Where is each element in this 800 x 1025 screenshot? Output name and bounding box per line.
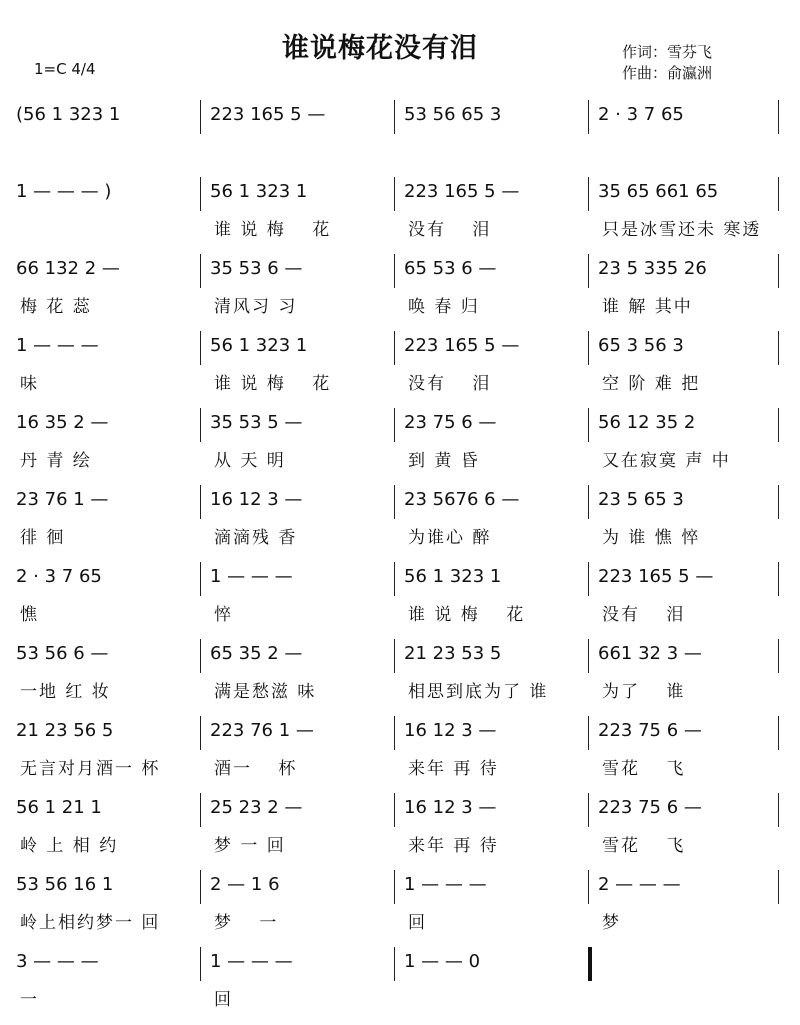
score-line xyxy=(0,870,800,948)
barline xyxy=(778,793,779,827)
barline xyxy=(200,331,201,365)
measure-lyrics: 满是愁滋 味 xyxy=(214,682,317,702)
lyricist-credit: 作词：雪芬飞 xyxy=(622,43,713,61)
barline xyxy=(200,793,201,827)
barline xyxy=(778,485,779,519)
measure-lyrics: 回 xyxy=(408,913,427,933)
measure-lyrics: 梦 一 回 xyxy=(214,836,286,856)
measure-notes: 53 56 16 1 xyxy=(16,874,114,895)
measure-lyrics: 唤 春 归 xyxy=(408,297,480,317)
barline xyxy=(778,177,779,211)
measure-notes: 25 23 2 — xyxy=(210,797,303,818)
measure-lyrics: 为了 谁 xyxy=(602,682,686,702)
score-line xyxy=(0,408,800,486)
score-line xyxy=(0,331,800,409)
barline xyxy=(588,639,589,673)
measure-notes: 223 165 5 — xyxy=(404,335,520,356)
measure-notes: 65 53 6 — xyxy=(404,258,497,279)
measure-lyrics: 空 阶 难 把 xyxy=(602,374,701,394)
barline xyxy=(778,331,779,365)
measure-notes: 56 12 35 2 xyxy=(598,412,696,433)
measure-notes: 65 35 2 — xyxy=(210,643,303,664)
measure-lyrics: 谁 说 梅 花 xyxy=(408,605,526,625)
measure-lyrics: 滴滴残 香 xyxy=(214,528,298,548)
measure-lyrics: 谁 说 梅 花 xyxy=(214,220,332,240)
barline xyxy=(200,100,201,134)
measure-notes: 66 132 2 — xyxy=(16,258,120,279)
measure-lyrics: 来年 再 待 xyxy=(408,759,499,779)
measure-lyrics: 岭上相约梦一 回 xyxy=(20,913,161,933)
barline xyxy=(588,331,589,365)
barline xyxy=(778,639,779,673)
measure-lyrics: 为谁心 醉 xyxy=(408,528,492,548)
measure-notes: 223 165 5 — xyxy=(404,181,520,202)
measure-notes: 65 3 56 3 xyxy=(598,335,684,356)
measure-notes: 2 · 3 7 65 xyxy=(16,566,102,587)
measure-notes: 56 1 323 1 xyxy=(404,566,502,587)
measure-notes: 223 75 6 — xyxy=(598,720,702,741)
measure-notes: 21 23 53 5 xyxy=(404,643,502,664)
barline xyxy=(200,485,201,519)
score-line xyxy=(0,793,800,871)
barline xyxy=(394,177,395,211)
measure-notes: 1 — — — xyxy=(404,874,487,895)
measure-lyrics: 徘 徊 xyxy=(20,528,66,548)
barline xyxy=(588,716,589,750)
barline xyxy=(394,562,395,596)
barline xyxy=(778,562,779,596)
measure-lyrics: 一 xyxy=(20,990,39,1010)
barline xyxy=(394,100,395,134)
measure-lyrics: 来年 再 待 xyxy=(408,836,499,856)
measure-notes: 56 1 323 1 xyxy=(210,181,308,202)
final-barline xyxy=(588,947,592,981)
measure-notes: 2 · 3 7 65 xyxy=(598,104,684,125)
barline xyxy=(200,947,201,981)
barline xyxy=(394,716,395,750)
measure-notes: 223 165 5 — xyxy=(598,566,714,587)
barline xyxy=(588,793,589,827)
measure-lyrics: 为 谁 憔 悴 xyxy=(602,528,701,548)
key-signature: 1=C 4/4 xyxy=(34,60,96,78)
measure-notes: 3 — — — xyxy=(16,951,99,972)
measure-notes: 1 — — — xyxy=(16,335,99,356)
measure-lyrics: 谁 解 其中 xyxy=(602,297,693,317)
barline xyxy=(200,254,201,288)
score-line xyxy=(0,947,800,1025)
score-line xyxy=(0,562,800,640)
measure-notes: 35 53 6 — xyxy=(210,258,303,279)
barline xyxy=(200,562,201,596)
measure-lyrics: 没有 泪 xyxy=(408,374,492,394)
measure-lyrics: 一地 红 妆 xyxy=(20,682,111,702)
measure-notes: 1 — — — xyxy=(210,951,293,972)
measure-lyrics: 雪花 飞 xyxy=(602,759,686,779)
measure-notes: 23 5 65 3 xyxy=(598,489,684,510)
measure-notes: 35 53 5 — xyxy=(210,412,303,433)
song-title: 谁说梅花没有泪 xyxy=(282,33,478,64)
measure-notes: 23 76 1 — xyxy=(16,489,109,510)
measure-notes: 53 56 6 — xyxy=(16,643,109,664)
barline xyxy=(200,870,201,904)
measure-lyrics: 清风习 习 xyxy=(214,297,298,317)
score-line xyxy=(0,100,800,178)
score-line xyxy=(0,254,800,332)
measure-lyrics: 丹 青 绘 xyxy=(20,451,92,471)
barline xyxy=(200,177,201,211)
measure-notes: 56 1 21 1 xyxy=(16,797,102,818)
measure-notes: 2 — 1 6 xyxy=(210,874,280,895)
measure-notes: 16 12 3 — xyxy=(210,489,303,510)
barline xyxy=(394,254,395,288)
score-line xyxy=(0,716,800,794)
measure-notes: 56 1 323 1 xyxy=(210,335,308,356)
measure-notes: 16 35 2 — xyxy=(16,412,109,433)
measure-notes: 21 23 56 5 xyxy=(16,720,114,741)
measure-lyrics: 相思到底为了 谁 xyxy=(408,682,549,702)
barline xyxy=(588,870,589,904)
measure-lyrics: 梦 一 xyxy=(214,913,279,933)
barline xyxy=(394,485,395,519)
measure-lyrics: 没有 泪 xyxy=(602,605,686,625)
composer-credit: 作曲：俞瀛洲 xyxy=(622,64,713,82)
credits xyxy=(622,42,712,84)
measure-notes: 223 75 6 — xyxy=(598,797,702,818)
measure-notes: 1 — — 0 xyxy=(404,951,481,972)
barline xyxy=(588,408,589,442)
barline xyxy=(588,254,589,288)
barline xyxy=(394,331,395,365)
measure-lyrics: 没有 泪 xyxy=(408,220,492,240)
barline xyxy=(778,100,779,134)
measure-notes: 23 5676 6 — xyxy=(404,489,520,510)
measure-notes: 661 32 3 — xyxy=(598,643,702,664)
measure-lyrics: 酒一 杯 xyxy=(214,759,298,779)
barline xyxy=(200,408,201,442)
barline xyxy=(394,947,395,981)
measure-notes: 35 65 661 65 xyxy=(598,181,719,202)
measure-notes: 23 5 335 26 xyxy=(598,258,707,279)
barline xyxy=(778,716,779,750)
measure-notes: 2 — — — xyxy=(598,874,681,895)
measure-lyrics: 谁 说 梅 花 xyxy=(214,374,332,394)
measure-lyrics: 梅 花 蕊 xyxy=(20,297,92,317)
barline xyxy=(588,177,589,211)
measure-lyrics: 到 黄 昏 xyxy=(408,451,480,471)
measure-notes: 23 75 6 — xyxy=(404,412,497,433)
measure-notes: 16 12 3 — xyxy=(404,797,497,818)
measure-lyrics: 只是冰雪还未 寒透 xyxy=(602,220,762,240)
measure-lyrics: 回 xyxy=(214,990,233,1010)
barline xyxy=(394,408,395,442)
barline xyxy=(588,100,589,134)
measure-notes: (56 1 323 1 xyxy=(16,104,121,125)
measure-notes: 223 165 5 — xyxy=(210,104,326,125)
measure-notes: 1 — — — xyxy=(210,566,293,587)
barline xyxy=(588,562,589,596)
measure-lyrics: 憔 xyxy=(20,605,39,625)
barline xyxy=(394,793,395,827)
barline xyxy=(394,870,395,904)
measure-lyrics: 悴 xyxy=(214,605,233,625)
score-line xyxy=(0,639,800,717)
barline xyxy=(778,408,779,442)
measure-lyrics: 岭 上 相 约 xyxy=(20,836,119,856)
measure-lyrics: 无言对月酒一 杯 xyxy=(20,759,161,779)
measure-notes: 16 12 3 — xyxy=(404,720,497,741)
measure-notes: 53 56 65 3 xyxy=(404,104,502,125)
measure-lyrics: 味 xyxy=(20,374,39,394)
measure-lyrics: 梦 xyxy=(602,913,621,933)
measure-notes: 223 76 1 — xyxy=(210,720,314,741)
measure-lyrics: 又在寂寞 声 中 xyxy=(602,451,731,471)
score-line xyxy=(0,485,800,563)
measure-lyrics: 雪花 飞 xyxy=(602,836,686,856)
measure-lyrics: 从 天 明 xyxy=(214,451,286,471)
barline xyxy=(588,485,589,519)
barline xyxy=(778,254,779,288)
measure-notes: 1 — — — ) xyxy=(16,181,112,202)
barline xyxy=(200,639,201,673)
barline xyxy=(778,870,779,904)
barline xyxy=(394,639,395,673)
score-line xyxy=(0,177,800,255)
barline xyxy=(200,716,201,750)
